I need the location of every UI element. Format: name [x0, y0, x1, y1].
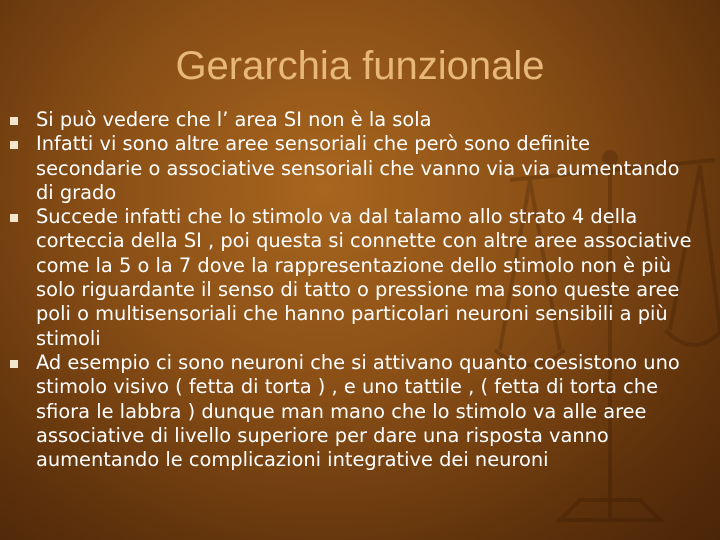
bullet-text: Ad esempio ci sono neuroni che si attivano quanto coesistono uno stimolo visivo ( fetta di torta ) , e uno tattile , ( fetta di torta che sfiora le labbra ) dunque man mano che lo stimolo va alle aree associative di livello superiore per dare una risposta vanno aumentando le complicazioni integrative dei neuroni [36, 350, 680, 472]
bullet-item [10, 132, 700, 205]
bullet-item [10, 205, 700, 351]
bullet-item [10, 108, 700, 132]
bullet-text: Infatti vi sono altre aree sensoriali che però sono definite secondarie o associative sensoriali che vanno via via aumentando di grado [36, 132, 680, 204]
bullet-text: Succede infatti che lo stimolo va dal talamo allo strato 4 della corteccia della SI , poi questa si connette con altre aree associative come la 5 o la 7 dove la rappresentazione dello stimolo non è più solo riguardante il senso di tatto o pressione ma sono queste aree poli o multisensoriali che hanno particolari neuroni sensibili a più stimoli [36, 205, 692, 350]
bullet-list [10, 108, 700, 472]
square-bullet-icon [10, 141, 18, 149]
bullet-item [10, 351, 700, 472]
square-bullet-icon [10, 360, 18, 368]
square-bullet-icon [10, 214, 18, 222]
slide-title: Gerarchia funzionale [175, 44, 545, 88]
square-bullet-icon [10, 117, 18, 125]
bullet-text: Si può vedere che l’ area SI non è la sola [36, 108, 432, 131]
